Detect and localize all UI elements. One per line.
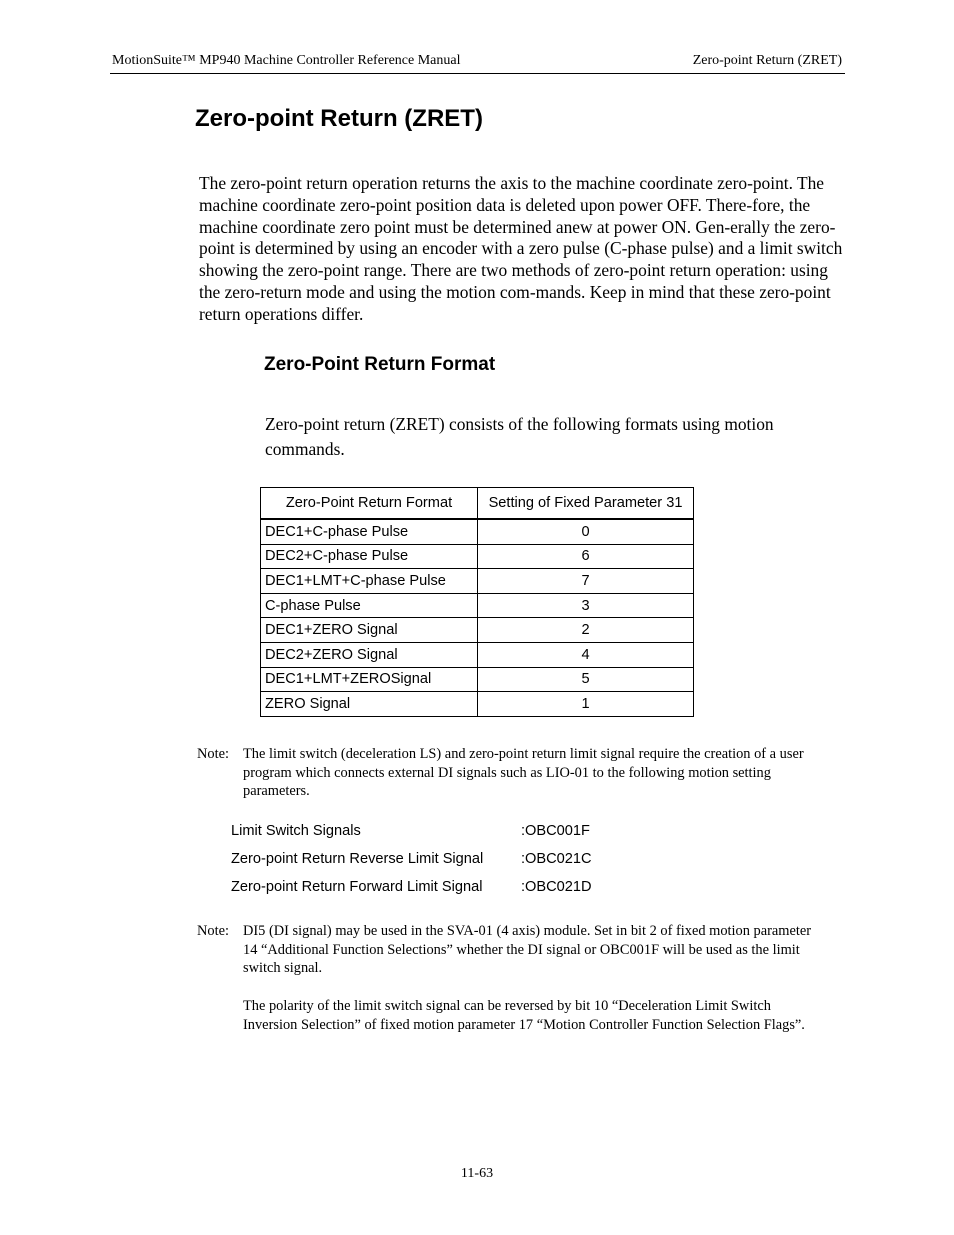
section-title: Zero-Point Return Format [264, 354, 496, 375]
signal-name: Zero-point Return Reverse Limit Signal [231, 851, 484, 867]
table-cell-value: 6 [478, 544, 694, 569]
table-cell-value: 3 [478, 593, 694, 618]
table-cell-value: 7 [478, 569, 694, 594]
table-cell-value: 0 [478, 519, 694, 544]
table-row [261, 642, 694, 667]
table-cell-format: C-phase Pulse [261, 593, 478, 618]
page-number: 11-63 [460, 1166, 494, 1181]
table-cell-value: 5 [478, 667, 694, 692]
note-text: The limit switch (deceleration LS) and zero-point return limit signal require the creation of a user program which connects external DI signals such as LIO-01 to the following motion setting parameters. [243, 746, 804, 800]
table-row [261, 544, 694, 569]
table-row [261, 569, 694, 594]
running-header-section-title: Zero-point Return (ZRET) [692, 53, 842, 68]
note-text: DI5 (DI signal) may be used in the SVA-01 (4 axis) module. Set in bit 2 of fixed motion parameter 14 “Additional Function Selections” whether the DI signal or OBC001F will be used as the limit switch signal. [243, 923, 812, 977]
signal-name: Zero-point Return Forward Limit Signal [231, 879, 483, 895]
header-rule [110, 73, 845, 74]
section-lead-paragraph: Zero-point return (ZRET) consists of the following formats using motion commands. [265, 414, 774, 459]
intro-paragraph: The zero-point return operation returns the axis to the machine coordinate zero-point. The machine coordinate zero-point position data is deleted upon power OFF. There-fore, the machine coordinate zero point must be determined anew at power ON. Gen-erally the zero-point is determined by using an encoder with a zero pulse (C-phase pulse) and a limit switch showing the zero-point range. There are two methods of zero-point return operation: using the zero-return mode and using the motion com-mands. Keep in mind that these zero-point return operations differ. [199, 173, 843, 324]
signal-name: Limit Switch Signals [231, 823, 361, 839]
page-title: Zero-point Return (ZRET) [195, 105, 483, 132]
table-row [261, 618, 694, 643]
table-cell-format: ZERO Signal [261, 692, 478, 717]
running-header-manual-title: MotionSuite™ MP940 Machine Controller Reference Manual [112, 53, 461, 68]
table-cell-format: DEC1+LMT+C-phase Pulse [261, 569, 478, 594]
table-cell-value: 2 [478, 618, 694, 643]
table-cell-format: DEC2+ZERO Signal [261, 642, 478, 667]
table-cell-value: 4 [478, 642, 694, 667]
polarity-paragraph: The polarity of the limit switch signal can be reversed by bit 10 “Deceleration Limit Switch Inversion Selection” of fixed motion parameter 17 “Motion Controller Function Selection Flags”. [243, 998, 805, 1034]
signal-code: :OBC021C [521, 851, 592, 867]
table-cell-value: 1 [478, 692, 694, 717]
signal-code: :OBC001F [521, 823, 590, 839]
table-cell-format: DEC1+C-phase Pulse [261, 519, 478, 544]
note-label: Note: [197, 923, 229, 939]
table-cell-format: DEC2+C-phase Pulse [261, 544, 478, 569]
table-header-row [261, 488, 694, 520]
table-row [261, 692, 694, 717]
table-row [261, 667, 694, 692]
table-row [261, 519, 694, 544]
table-header-parameter: Setting of Fixed Parameter 31 [478, 488, 694, 520]
signal-code: :OBC021D [521, 879, 592, 895]
note-label: Note: [197, 746, 229, 762]
table-header-format: Zero-Point Return Format [261, 488, 478, 520]
zero-point-format-table [260, 487, 694, 717]
table-cell-format: DEC1+LMT+ZEROSignal [261, 667, 478, 692]
table-cell-format: DEC1+ZERO Signal [261, 618, 478, 643]
table-row [261, 593, 694, 618]
